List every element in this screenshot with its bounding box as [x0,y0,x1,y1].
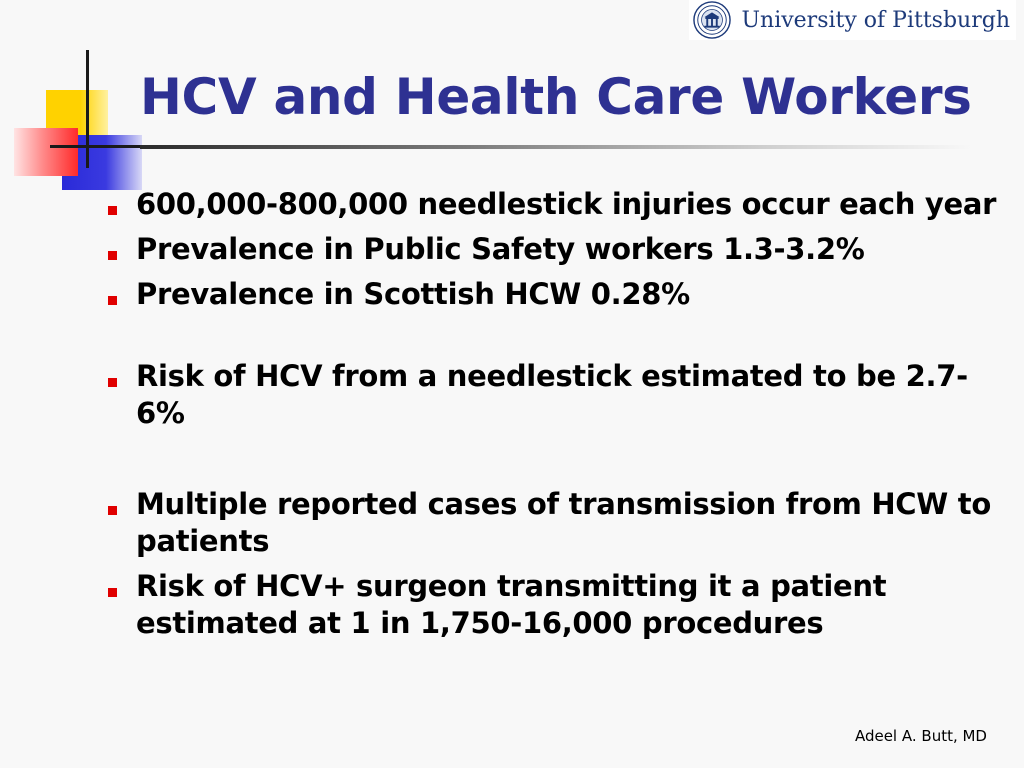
title-underline [140,145,972,149]
bullet-marker-icon [108,588,117,597]
bullet-marker-icon [108,251,117,260]
bullet-list [104,186,1004,642]
bullet-item [104,186,1004,223]
university-logo [689,0,1016,40]
university-seal-icon [693,1,731,39]
bullet-text: Multiple reported cases of transmission from HCW to patients [136,487,991,558]
bullet-text: Risk of HCV from a needlestick estimated to be 2.7-6% [136,359,968,430]
bullet-item [104,231,1004,268]
bullet-text: 600,000-800,000 needlestick injuries occur each year [136,187,997,221]
red-square-decoration [14,128,78,176]
slide-title: HCV and Health Care Workers [140,68,972,126]
bullet-item [104,568,1004,642]
bullet-text: Risk of HCV+ surgeon transmitting it a patient estimated at 1 in 1,750-16,000 procedures [136,569,887,640]
bullet-marker-icon [108,378,117,387]
bullet-item [104,358,1004,432]
slide-footer-author: Adeel A. Butt, MD [854,727,987,745]
bullet-marker-icon [108,206,117,215]
vertical-line-decoration [86,50,89,168]
bullet-marker-icon [108,296,117,305]
logo-text: University of Pittsburgh [741,7,1010,33]
bullet-item [104,276,1004,313]
bullet-item [104,486,1004,560]
horizontal-line-decoration [50,145,142,148]
bullet-marker-icon [108,506,117,515]
bullet-text: Prevalence in Public Safety workers 1.3-3.2% [136,232,865,266]
bullet-text: Prevalence in Scottish HCW 0.28% [136,277,690,311]
